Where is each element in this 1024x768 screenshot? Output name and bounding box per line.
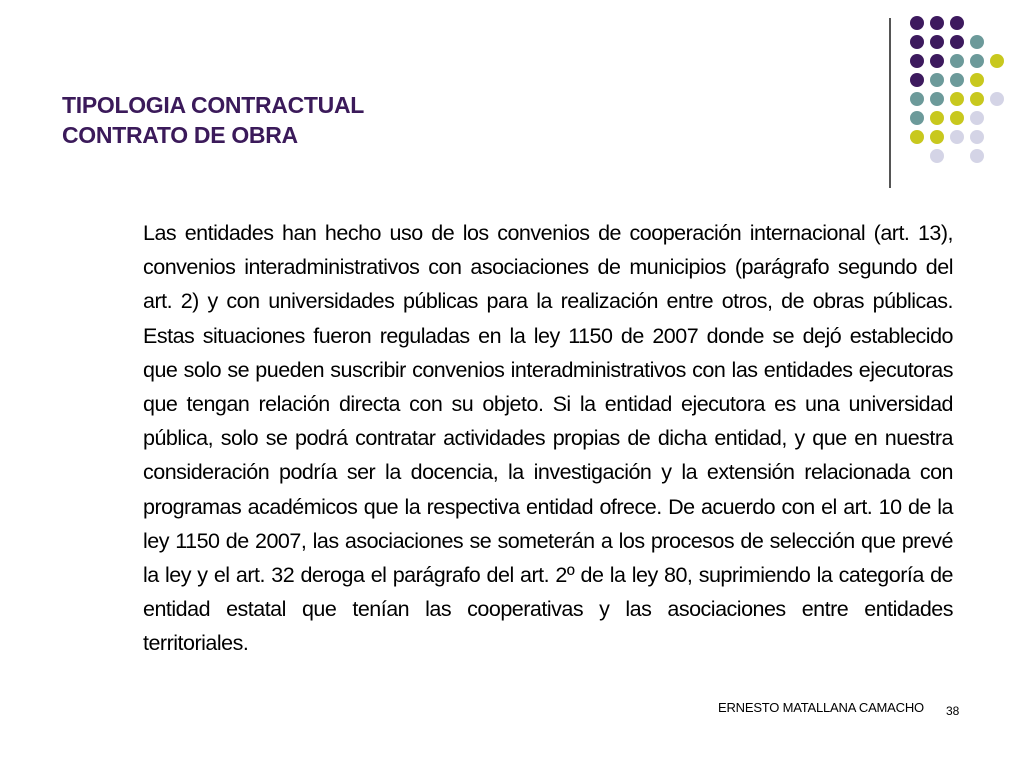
- decorative-dot: [950, 92, 964, 106]
- page-number: 38: [946, 704, 960, 718]
- decorative-dot: [910, 111, 924, 125]
- decorative-dot: [930, 54, 944, 68]
- body-paragraph: Las entidades han hecho uso de los convenios de cooperación internacional (art. 13), convenios interadministrativos con asociaciones de municipios (parágrafo segundo del art. 2) y con universidades públicas para la realización entre otros, de obras públicas. Estas situaciones fueron reguladas en la ley 1150 de 2007 donde se dejó establecido que solo se pueden suscribir convenios interadministrativos con las entidades ejecutoras que tengan relación directa con su objeto. Si la entidad ejecutora es una universidad pública, solo se podrá contratar actividades propias de dicha entidad, y que en nuestra consideración podría ser la docencia, la investigación y la extensión relacionada con programas académicos que la respectiva entidad ofrece. De acuerdo con el art. 10 de la ley 1150 de 2007, las asociaciones se someterán a los procesos de selección que prevé la ley y el art. 32 deroga el parágrafo del art. 2º de la ley 80, suprimiendo la categoría de entidad estatal que tenían las cooperativas y las asociaciones entre entidades territoriales.: [143, 221, 953, 656]
- decorative-dot: [930, 92, 944, 106]
- decorative-dot: [910, 35, 924, 49]
- decorative-dot: [970, 73, 984, 87]
- decorative-dot: [930, 73, 944, 87]
- decorative-dot: [950, 16, 964, 30]
- decorative-dot: [970, 149, 984, 163]
- decorative-dot: [910, 16, 924, 30]
- decorative-dot: [930, 149, 944, 163]
- decorative-dot: [970, 35, 984, 49]
- decorative-dot: [990, 54, 1004, 68]
- decorative-dot: [910, 73, 924, 87]
- decorative-dot: [950, 73, 964, 87]
- decorative-dot: [930, 16, 944, 30]
- vertical-divider: [889, 18, 891, 188]
- decorative-dot: [950, 111, 964, 125]
- decorative-dot: [990, 92, 1004, 106]
- decorative-dot: [970, 130, 984, 144]
- decorative-dot: [910, 54, 924, 68]
- decorative-dot: [910, 92, 924, 106]
- decorative-dot: [950, 130, 964, 144]
- slide-title: [62, 90, 364, 150]
- decorative-dot: [950, 35, 964, 49]
- decorative-dot: [930, 35, 944, 49]
- decorative-dot: [970, 92, 984, 106]
- decorative-dot: [930, 111, 944, 125]
- footer-author: ERNESTO MATALLANA CAMACHO: [718, 700, 924, 715]
- decorative-dot: [970, 111, 984, 125]
- decorative-dot-grid: [900, 14, 1020, 164]
- decorative-dot: [910, 130, 924, 144]
- decorative-dot: [970, 54, 984, 68]
- decorative-dot: [930, 130, 944, 144]
- decorative-dot: [950, 54, 964, 68]
- slide-title-line-2: CONTRATO DE OBRA: [62, 122, 298, 148]
- slide-title-line-1: TIPOLOGIA CONTRACTUAL: [62, 92, 365, 118]
